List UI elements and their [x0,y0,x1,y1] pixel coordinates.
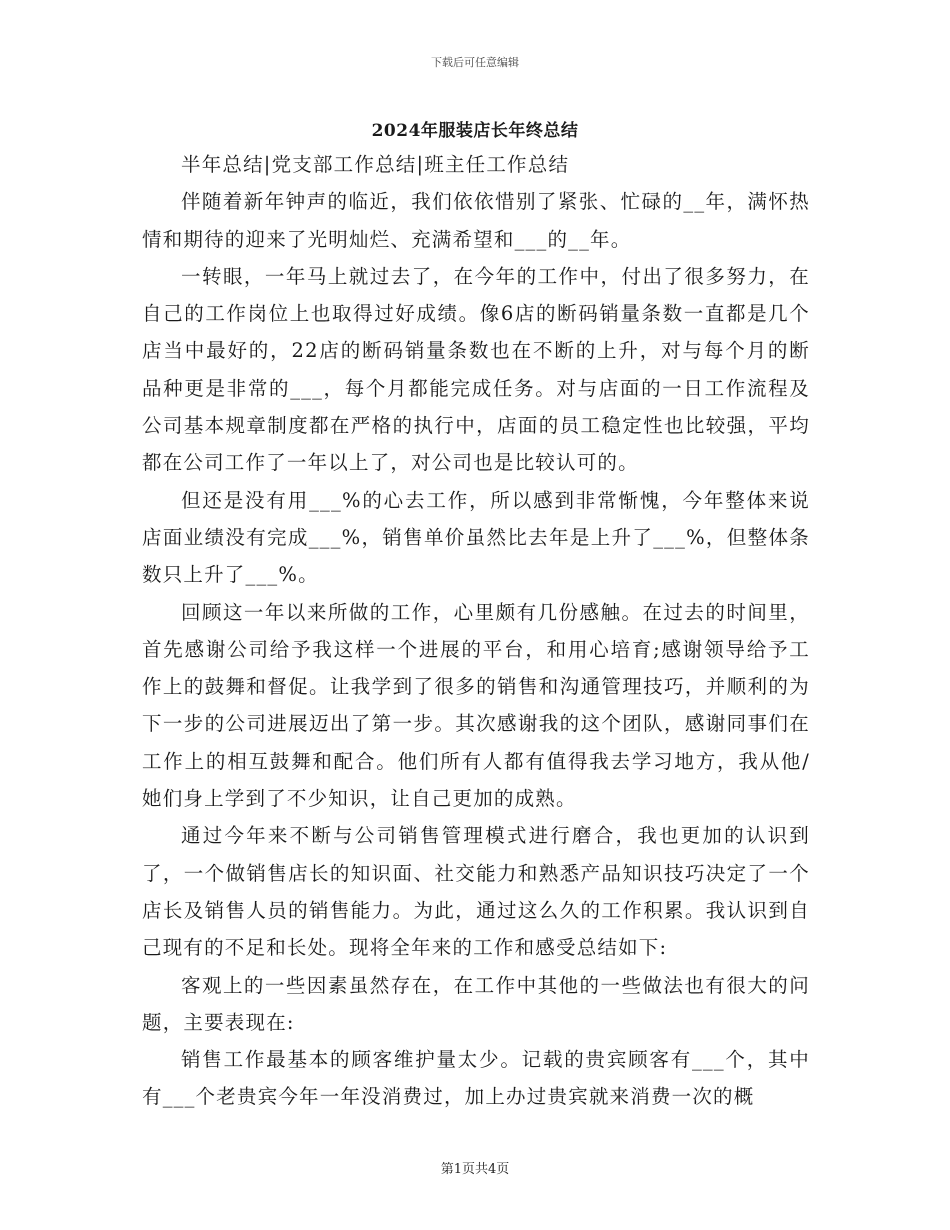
paragraph: 回顾这一年以来所做的工作，心里颇有几份感触。在过去的时间里，首先感谢公司给予我这样一个进展的平台，和用心培育;感谢领导给予工作上的鼓舞和督促。让我学到了很多的销售和沟通管理技巧，并顺利的为下一步的公司进展迈出了第一步。其次感谢我的这个团队，感谢同事们在工作上的相互鼓舞和配合。他们所有人都有值得我去学习地方，我从他/她们身上学到了不少知识，让自己更加的成熟。 [142,600,810,811]
document-title: 2024年服装店长年终总结 [371,121,579,141]
paragraph-categories: 半年总结|党支部工作总结|班主任工作总结 [181,153,570,176]
page-number: 第1页共4页 [440,1162,510,1177]
paragraph: 客观上的一些因素虽然存在，在工作中其他的一些做法也有很大的问题，主要表现在: [142,973,810,1034]
paragraph: 通过今年来不断与公司销售管理模式进行磨合，我也更加的认识到了，一个做销售店长的知识面、社交能力和熟悉产品知识技巧决定了一个店长及销售人员的销售能力。为此，通过这么久的工作积累。我认识到自己现有的不足和长处。现将全年来的工作和感受总结如下: [142,824,810,960]
paragraph: 伴随着新年钟声的临近，我们依依惜别了紧张、忙碌的__年，满怀热情和期待的迎来了光明灿烂、充满希望和___的__年。 [142,190,810,251]
page-header-note: 下载后可任意编辑 [431,56,519,69]
document-body [142,146,810,1116]
paragraph: 但还是没有用___%的心去工作，所以感到非常惭愧，今年整体来说店面业绩没有完成___%，销售单价虽然比去年是上升了___%，但整体条数只上升了___%。 [142,488,810,587]
paragraph: 销售工作最基本的顾客维护量太少。记载的贵宾顾客有___个，其中有___个老贵宾今年一年没消费过，加上办过贵宾就来消费一次的概 [142,1048,810,1109]
paragraph: 一转眼，一年马上就过去了，在今年的工作中，付出了很多努力，在自己的工作岗位上也取得过好成绩。像6店的断码销量条数一直都是几个店当中最好的，22店的断码销量条数也在不断的上升，对与每个月的断品种更是非常的___，每个月都能完成任务。对与店面的一日工作流程及公司基本规章制度都在严格的执行中，店面的员工稳定性也比较强，平均都在公司工作了一年以上了，对公司也是比较认可的。 [142,264,810,475]
